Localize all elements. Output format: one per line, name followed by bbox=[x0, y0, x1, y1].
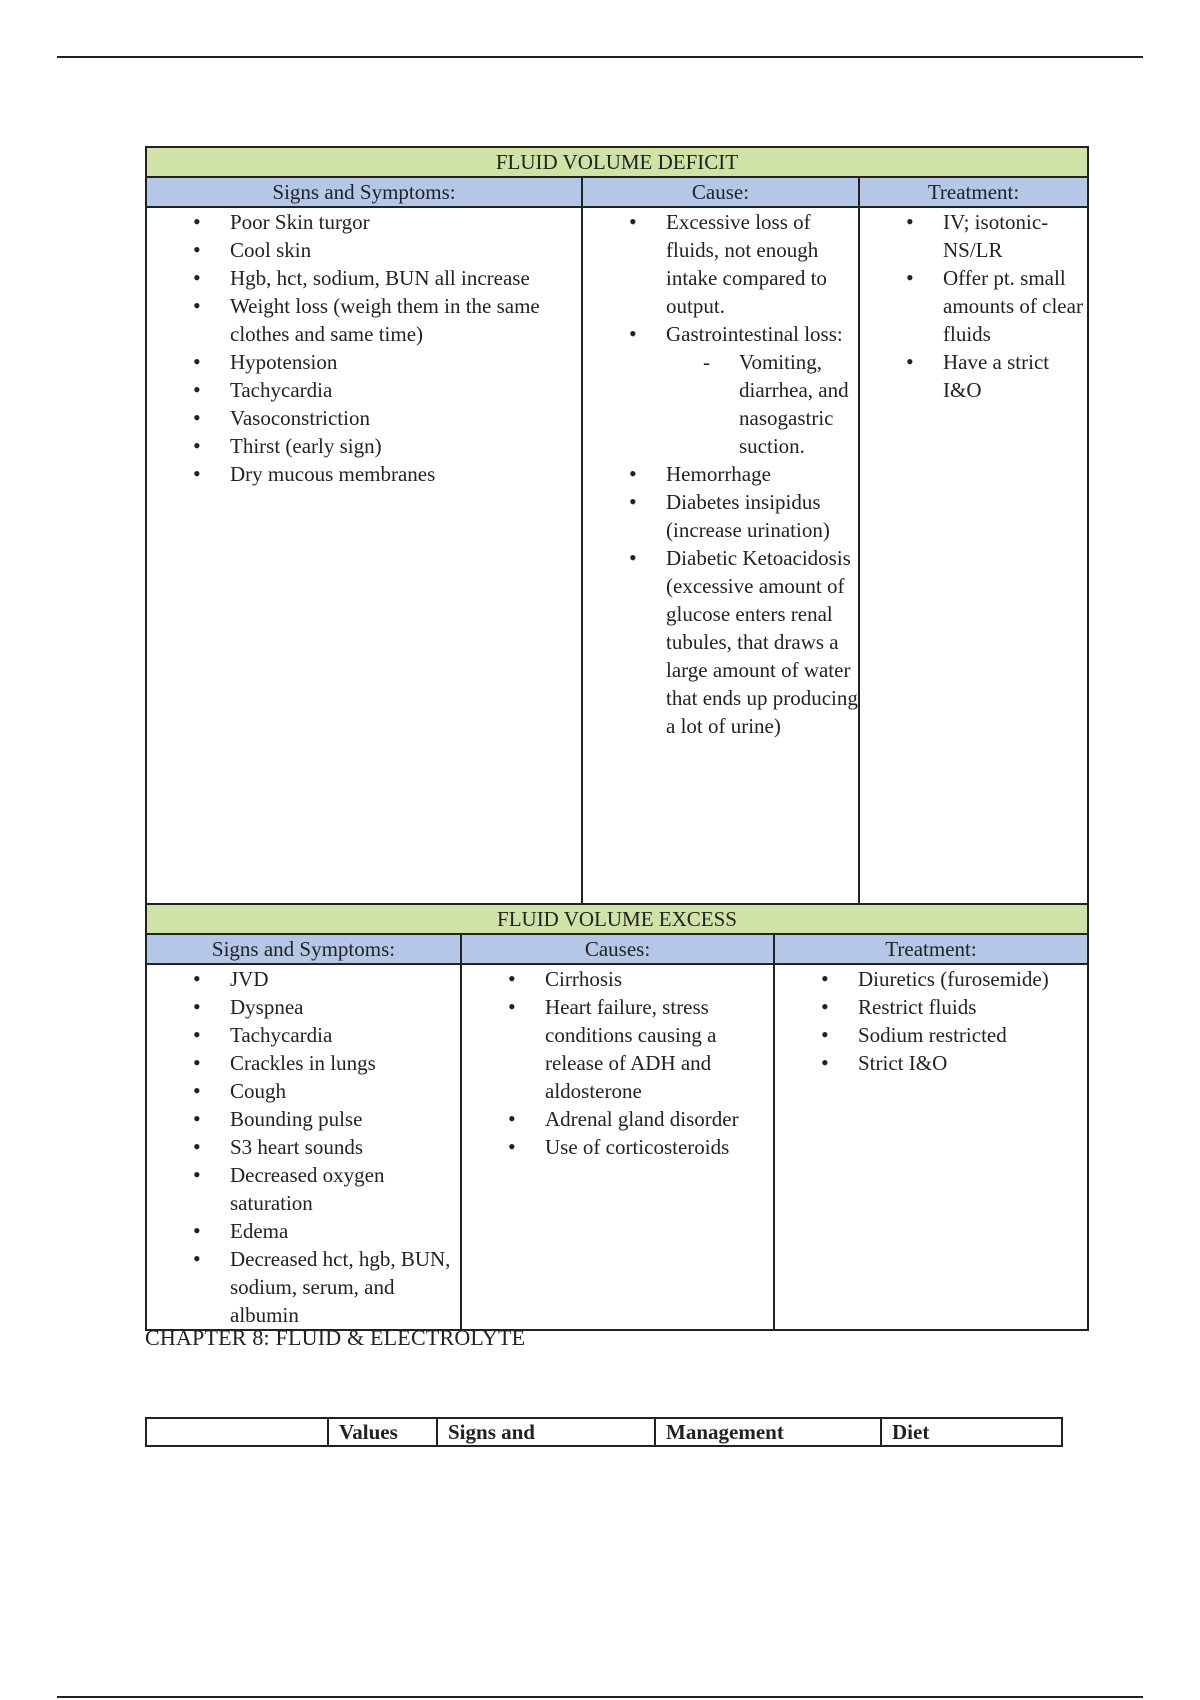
list-item: • Use of corticosteroids bbox=[462, 1133, 773, 1161]
excess-title: FLUID VOLUME EXCESS bbox=[146, 904, 1088, 934]
list-item: • Diabetic Ketoacidosis (excessive amount of glucose enters renal tubules, that draws a large amount of water that ends up producing a lot of urine) bbox=[583, 544, 858, 740]
list-item: • Dyspnea bbox=[147, 993, 460, 1021]
chapter-heading: CHAPTER 8: FLUID & ELECTROLYTE bbox=[145, 1325, 526, 1350]
list-item: • Bounding pulse bbox=[147, 1105, 460, 1133]
list-item: • S3 heart sounds bbox=[147, 1133, 460, 1161]
list-item: • Strict I&O bbox=[775, 1049, 1087, 1077]
electrolyte-header-diet: Diet bbox=[881, 1418, 1062, 1446]
list-item: • Vasoconstriction bbox=[147, 404, 581, 432]
deficit-signs-header: Signs and Symptoms: bbox=[146, 177, 582, 207]
list-item: • Cirrhosis bbox=[462, 965, 773, 993]
list-item: • Diuretics (furosemide) bbox=[775, 965, 1087, 993]
excess-treatment-cell bbox=[774, 964, 1088, 1330]
list-item: • Cough bbox=[147, 1077, 460, 1105]
list-item: • Thirst (early sign) bbox=[147, 432, 581, 460]
list-item: • Hgb, hct, sodium, BUN all increase bbox=[147, 264, 581, 292]
list-item: • Restrict fluids bbox=[775, 993, 1087, 1021]
list-item: • Sodium restricted bbox=[775, 1021, 1087, 1049]
list-item: • Adrenal gland disorder bbox=[462, 1105, 773, 1133]
list-item: • JVD bbox=[147, 965, 460, 993]
excess-causes-cell bbox=[461, 964, 774, 1330]
electrolyte-table bbox=[145, 1417, 1063, 1447]
list-item: • Dry mucous membranes bbox=[147, 460, 581, 488]
list-item: • Diabetes insipidus (increase urination) bbox=[583, 488, 858, 544]
deficit-signs-cell bbox=[146, 207, 582, 908]
list-item: • IV; isotonic-NS/LR bbox=[860, 208, 1087, 264]
list-item: • Decreased hct, hgb, BUN, sodium, serum, and albumin bbox=[147, 1245, 460, 1329]
fluid-volume-excess-table bbox=[145, 903, 1089, 1331]
list-item: • Cool skin bbox=[147, 236, 581, 264]
deficit-cause-cell bbox=[582, 207, 859, 908]
list-item: • Offer pt. small amounts of clear fluids bbox=[860, 264, 1087, 348]
electrolyte-header-values: Values bbox=[328, 1418, 437, 1446]
electrolyte-header-management: Management bbox=[655, 1418, 881, 1446]
excess-signs-cell bbox=[146, 964, 461, 1330]
list-item: • Tachycardia bbox=[147, 1021, 460, 1049]
deficit-cause-header: Cause: bbox=[582, 177, 859, 207]
list-item bbox=[583, 320, 858, 460]
deficit-title: FLUID VOLUME DEFICIT bbox=[146, 147, 1088, 177]
list-item: • Heart failure, stress conditions causing a release of ADH and aldosterone bbox=[462, 993, 773, 1105]
sub-list-item: - Vomiting, diarrhea, and nasogastric suction. bbox=[666, 348, 858, 460]
list-item: • Weight loss (weigh them in the same clothes and same time) bbox=[147, 292, 581, 348]
list-item: • Crackles in lungs bbox=[147, 1049, 460, 1077]
excess-causes-header: Causes: bbox=[461, 934, 774, 964]
list-item: • Decreased oxygen saturation bbox=[147, 1161, 460, 1217]
electrolyte-header-blank bbox=[146, 1418, 328, 1446]
bottom-rule bbox=[57, 1696, 1143, 1698]
excess-signs-header: Signs and Symptoms: bbox=[146, 934, 461, 964]
deficit-treatment-cell bbox=[859, 207, 1088, 908]
list-item: • Tachycardia bbox=[147, 376, 581, 404]
list-item: • Hypotension bbox=[147, 348, 581, 376]
list-item: • Hemorrhage bbox=[583, 460, 858, 488]
list-item: • Edema bbox=[147, 1217, 460, 1245]
list-item: • Poor Skin turgor bbox=[147, 208, 581, 236]
list-item: • Have a strict I&O bbox=[860, 348, 1087, 404]
excess-treatment-header: Treatment: bbox=[774, 934, 1088, 964]
list-item: • Excessive loss of fluids, not enough intake compared to output. bbox=[583, 208, 858, 320]
fluid-volume-deficit-table bbox=[145, 146, 1089, 909]
deficit-treatment-header: Treatment: bbox=[859, 177, 1088, 207]
top-rule bbox=[57, 56, 1143, 58]
list-item-text: Gastrointestinal loss: bbox=[666, 322, 843, 346]
electrolyte-header-signs: Signs and bbox=[437, 1418, 655, 1446]
